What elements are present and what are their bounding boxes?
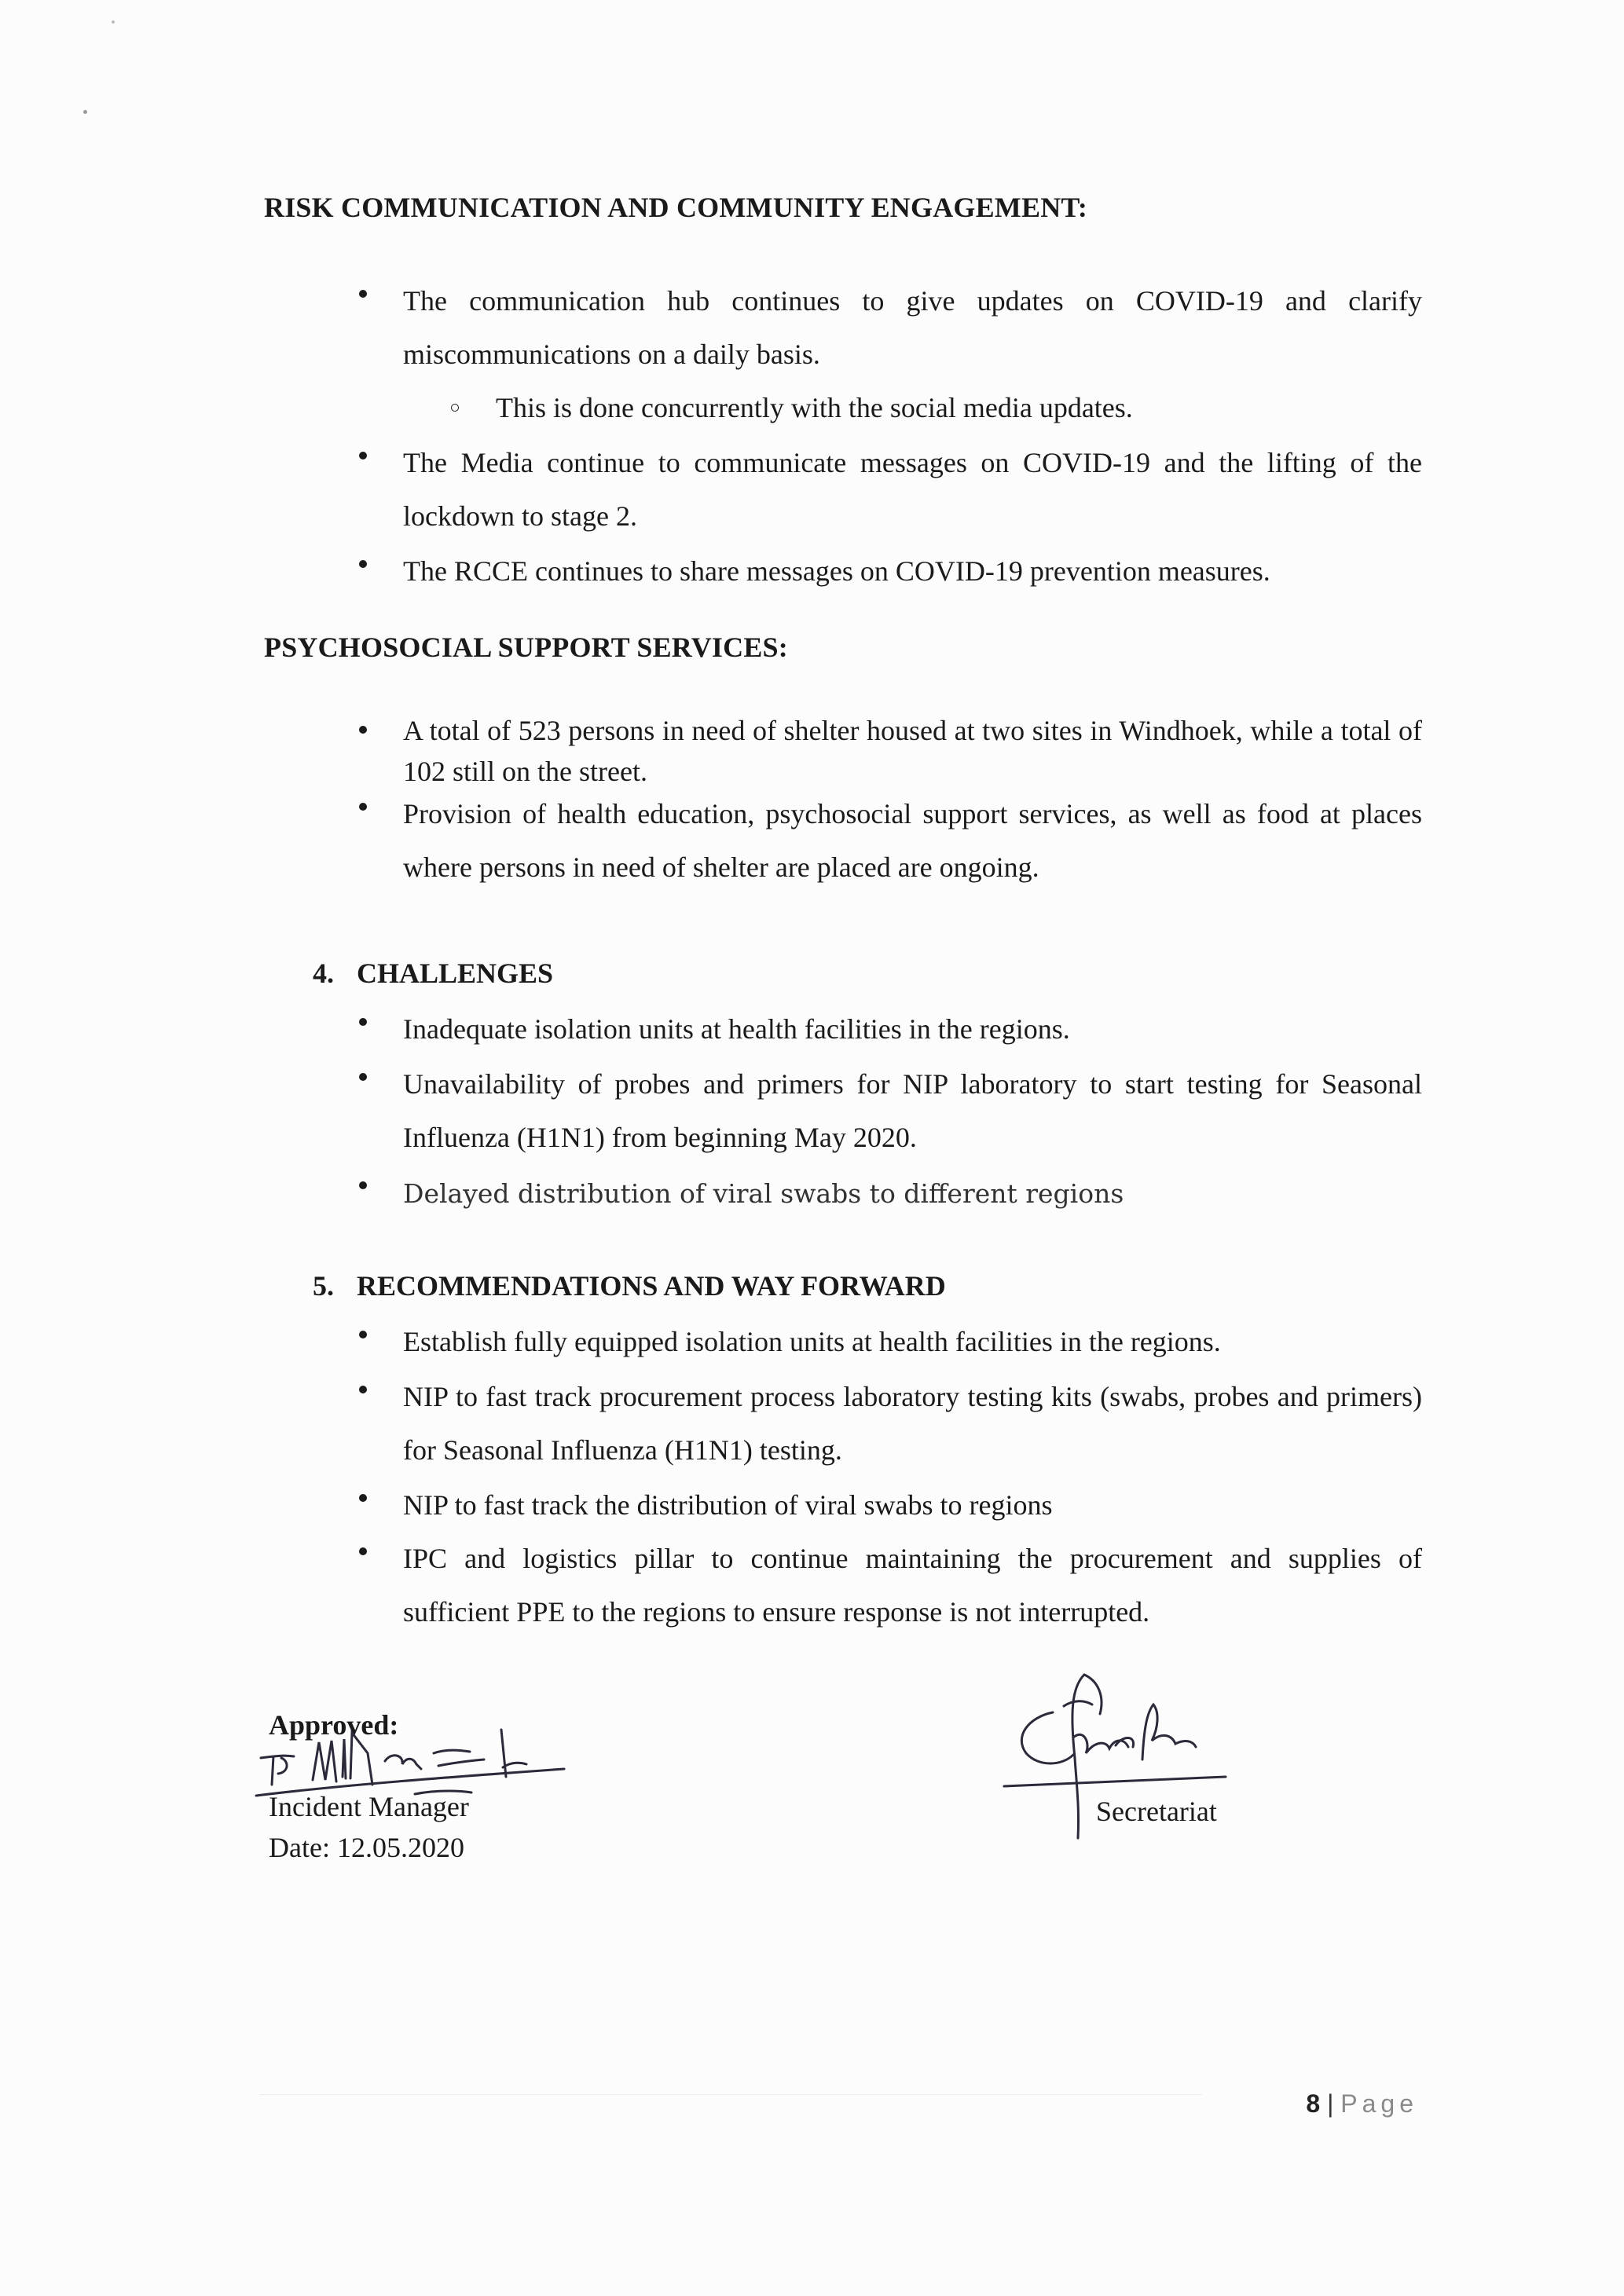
recommendations-title: RECOMMENDATIONS AND WAY FORWARD: [357, 1270, 946, 1302]
page-number-separator: |: [1327, 2089, 1334, 2118]
rcce-heading: RISK COMMUNICATION AND COMMUNITY ENGAGEMENT:: [264, 192, 1088, 223]
incident-manager-title: Incident Manager: [269, 1791, 469, 1822]
pss-heading: PSYCHOSOCIAL SUPPORT SERVICES:: [264, 632, 788, 663]
recommendations-item-1: Establish fully equipped isolation units at health facilities in the regions.: [403, 1315, 1422, 1368]
page-number: [1306, 2089, 1418, 2118]
rcce-item-1: The communication hub continues to give updates on COVID-19 and clarify miscommunications on a daily basis.: [403, 274, 1422, 381]
recommendations-item-4: IPC and logistics pillar to continue maintaining the procurement and supplies of sufficient PPE to the regions to ensure response is not interrupted.: [403, 1532, 1422, 1639]
scan-speck: [112, 20, 115, 24]
secretariat-title: Secretariat: [1096, 1796, 1217, 1827]
rcce-subitem-1: This is done concurrently with the social media updates.: [496, 381, 1133, 434]
rcce-item-2: The Media continue to communicate messages on COVID-19 and the lifting of the lockdown to stage 2.: [403, 436, 1422, 543]
challenges-item-1: Inadequate isolation units at health facilities in the regions.: [403, 1002, 1422, 1056]
challenges-heading: [313, 957, 553, 990]
challenges-title: CHALLENGES: [357, 958, 554, 989]
challenges-number: 4.: [313, 958, 334, 989]
footer-rule: [259, 2094, 1202, 2095]
pss-item-2: Provision of health education, psychosocial support services, as well as food at places where persons in need of shelter are placed are ongoing.: [403, 787, 1422, 894]
page-word: Page: [1340, 2089, 1418, 2118]
recommendations-heading: [313, 1269, 946, 1302]
page-number-value: 8: [1306, 2089, 1321, 2118]
rcce-item-3: The RCCE continues to share messages on COVID-19 prevention measures.: [403, 544, 1422, 598]
pss-item-1: A total of 523 persons in need of shelter housed at two sites in Windhoek, while a total of 102 still on the street.: [403, 710, 1422, 792]
recommendations-item-3: NIP to fast track the distribution of viral swabs to regions: [403, 1478, 1422, 1532]
challenges-item-2: Unavailability of probes and primers for NIP laboratory to start testing for Seasonal Influenza (H1N1) from beginning May 2020.: [403, 1057, 1422, 1164]
incident-manager-signature: [250, 1722, 580, 1824]
recommendations-number: 5.: [313, 1270, 334, 1302]
approval-date: Date: 12.05.2020: [269, 1832, 464, 1863]
approved-label: Approved:: [269, 1709, 399, 1741]
challenges-item-3: Delayed distribution of viral swabs to different regions: [403, 1167, 1422, 1221]
recommendations-item-2: NIP to fast track procurement process laboratory testing kits (swabs, probes and primers) for Seasonal Influenza (H1N1) testing.: [403, 1370, 1422, 1477]
scan-speck: [83, 110, 87, 114]
